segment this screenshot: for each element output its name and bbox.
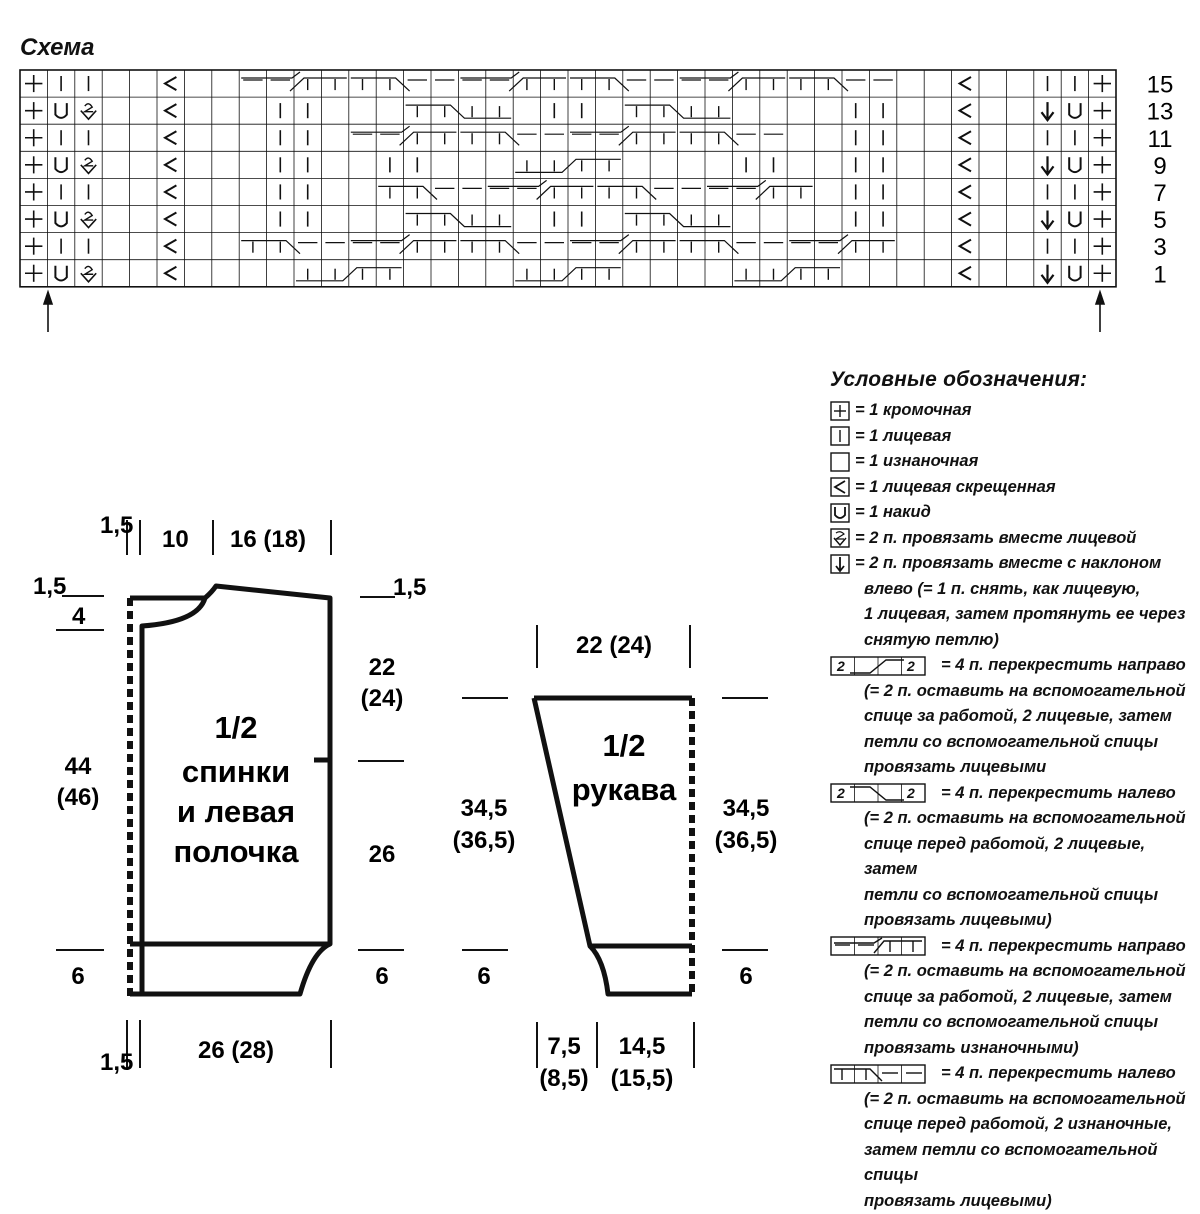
legend-text: спице перед работой, 2 лицевые, затем [830,832,1190,883]
row-number: 11 [1148,126,1173,153]
legend-text: = 4 п. перекрестить налево [941,1061,1176,1087]
sleeve-dimensions [453,632,778,1092]
sleeve-label-line: 1/2 [602,728,645,763]
dim-bottom-a: 1,5 [100,1049,133,1076]
back-label-line: 1/2 [214,710,257,745]
cable-left-purl-icon [830,1064,926,1084]
legend-item [830,449,1190,475]
sleeve-label [572,728,677,807]
dim-top-c: 16 (18) [230,526,306,553]
legend-item [830,398,1190,424]
dim-top-a: 1,5 [100,512,133,539]
row-number: 1 [1153,261,1166,288]
sleeve-dim-right-height: 34,5 [723,795,770,822]
legend-text: (= 2 п. оставить на вспомогательной [830,1087,1190,1113]
sleeve-label-line: рукава [572,772,677,807]
legend-text: (= 2 п. оставить на вспомогательной [830,679,1190,705]
legend-item [830,551,1190,653]
k2tog-icon [830,528,850,548]
row-number: 13 [1147,99,1174,126]
sleeve-dim-bottom-a: 7,5 [547,1033,580,1060]
cable-right-purl-icon [830,936,926,956]
sleeve-dim-left-rib: 6 [477,963,490,990]
back-label-line: полочка [173,834,299,869]
legend-text: влево (= 1 п. снять, как лицевую, [830,577,1190,603]
legend-text: снятую петлю) [830,628,1190,654]
legend-text: = 2 п. провязать вместе с наклоном [855,551,1161,577]
legend [830,368,1190,1214]
twisted-knit-icon [830,477,850,497]
dim-right-rib: 6 [375,963,388,990]
legend-item [830,500,1190,526]
cable-left-knit-icon [830,783,926,803]
dim-right-side: 26 [369,841,396,868]
row-number: 15 [1147,72,1174,99]
row-number: 5 [1153,207,1166,234]
dim-right-arm: (24) [361,685,404,712]
svg-text:2: 2 [836,658,845,674]
legend-text: (= 2 п. оставить на вспомогательной [830,959,1190,985]
legend-text: = 1 накид [855,500,931,526]
legend-text: затем петли со вспомогательной спицы [830,1138,1190,1189]
back-label-line: спинки [182,754,290,789]
legend-text: (= 2 п. оставить на вспомогательной [830,806,1190,832]
legend-text: = 4 п. перекрестить направо [941,653,1186,679]
legend-text: спице перед работой, 2 изнаночные, [830,1112,1190,1138]
legend-text: = 1 кромочная [855,398,971,424]
dim-top-b: 10 [162,526,189,553]
legend-text: петли со вспомогательной спицы [830,883,1190,909]
back-label-line: и левая [177,794,295,829]
legend-text: 1 лицевая, затем протянуть ее через [830,602,1190,628]
sleeve-dim-bottom-b: 14,5 [619,1033,666,1060]
back-piece-outline [130,586,330,996]
dim-right-arm: 22 [369,654,396,681]
legend-text: спице за работой, 2 лицевые, затем [830,985,1190,1011]
legend-item [830,934,1190,1062]
yarn-over-icon [830,503,850,523]
sleeve-dim-left-height: 34,5 [461,795,508,822]
legend-text: = 2 п. провязать вместе лицевой [855,526,1136,552]
purl-stitch-icon [830,452,850,472]
dim-left-rib: 6 [71,963,84,990]
dim-left-top: 1,5 [33,573,66,600]
legend-item [830,653,1190,781]
legend-item [830,424,1190,450]
row-number: 9 [1153,153,1166,180]
ssk-icon [830,554,850,574]
knit-stitch-icon [830,426,850,446]
legend-text: провязать лицевыми [830,755,1190,781]
legend-text: провязать изнаночными) [830,1036,1190,1062]
legend-item [830,526,1190,552]
legend-text: = 4 п. перекрестить налево [941,781,1176,807]
sleeve-dim-bottom-b: (15,5) [611,1065,674,1092]
svg-text:2: 2 [906,658,915,674]
legend-text: = 1 изнаночная [855,449,978,475]
legend-text: провязать лицевыми) [830,1189,1190,1214]
legend-item [830,1061,1190,1214]
legend-text: = 4 п. перекрестить направо [941,934,1186,960]
dim-left-neck: 4 [72,603,86,630]
legend-text: = 1 лицевая скрещенная [855,475,1056,501]
legend-text: провязать лицевыми) [830,908,1190,934]
sleeve-dim-bottom-a: (8,5) [539,1065,588,1092]
legend-text: спице за работой, 2 лицевые, затем [830,704,1190,730]
legend-item [830,475,1190,501]
legend-text: петли со вспомогательной спицы [830,1010,1190,1036]
svg-text:2: 2 [836,785,845,801]
sleeve-dim-right-height: (36,5) [715,827,778,854]
legend-text: петли со вспомогательной спицы [830,730,1190,756]
dim-bottom-b: 26 (28) [198,1037,274,1064]
edge-stitch-icon [830,401,850,421]
legend-item [830,781,1190,934]
sleeve-dim-right-rib: 6 [739,963,752,990]
back-piece-label [173,710,299,869]
legend-text: = 1 лицевая [855,424,951,450]
legend-title: Условные обозначения: [830,368,1190,392]
chart-title: Схема [20,34,95,62]
dim-left-height: (46) [57,784,100,811]
svg-text:2: 2 [906,785,915,801]
dim-left-height: 44 [65,753,92,780]
dim-right-top: 1,5 [393,574,426,601]
row-number: 3 [1153,234,1166,261]
legend-items [830,398,1190,1214]
cable-right-knit-icon [830,656,926,676]
sleeve-dim-left-height: (36,5) [453,827,516,854]
sleeve-dim-top: 22 (24) [576,632,652,659]
row-number: 7 [1153,180,1166,207]
